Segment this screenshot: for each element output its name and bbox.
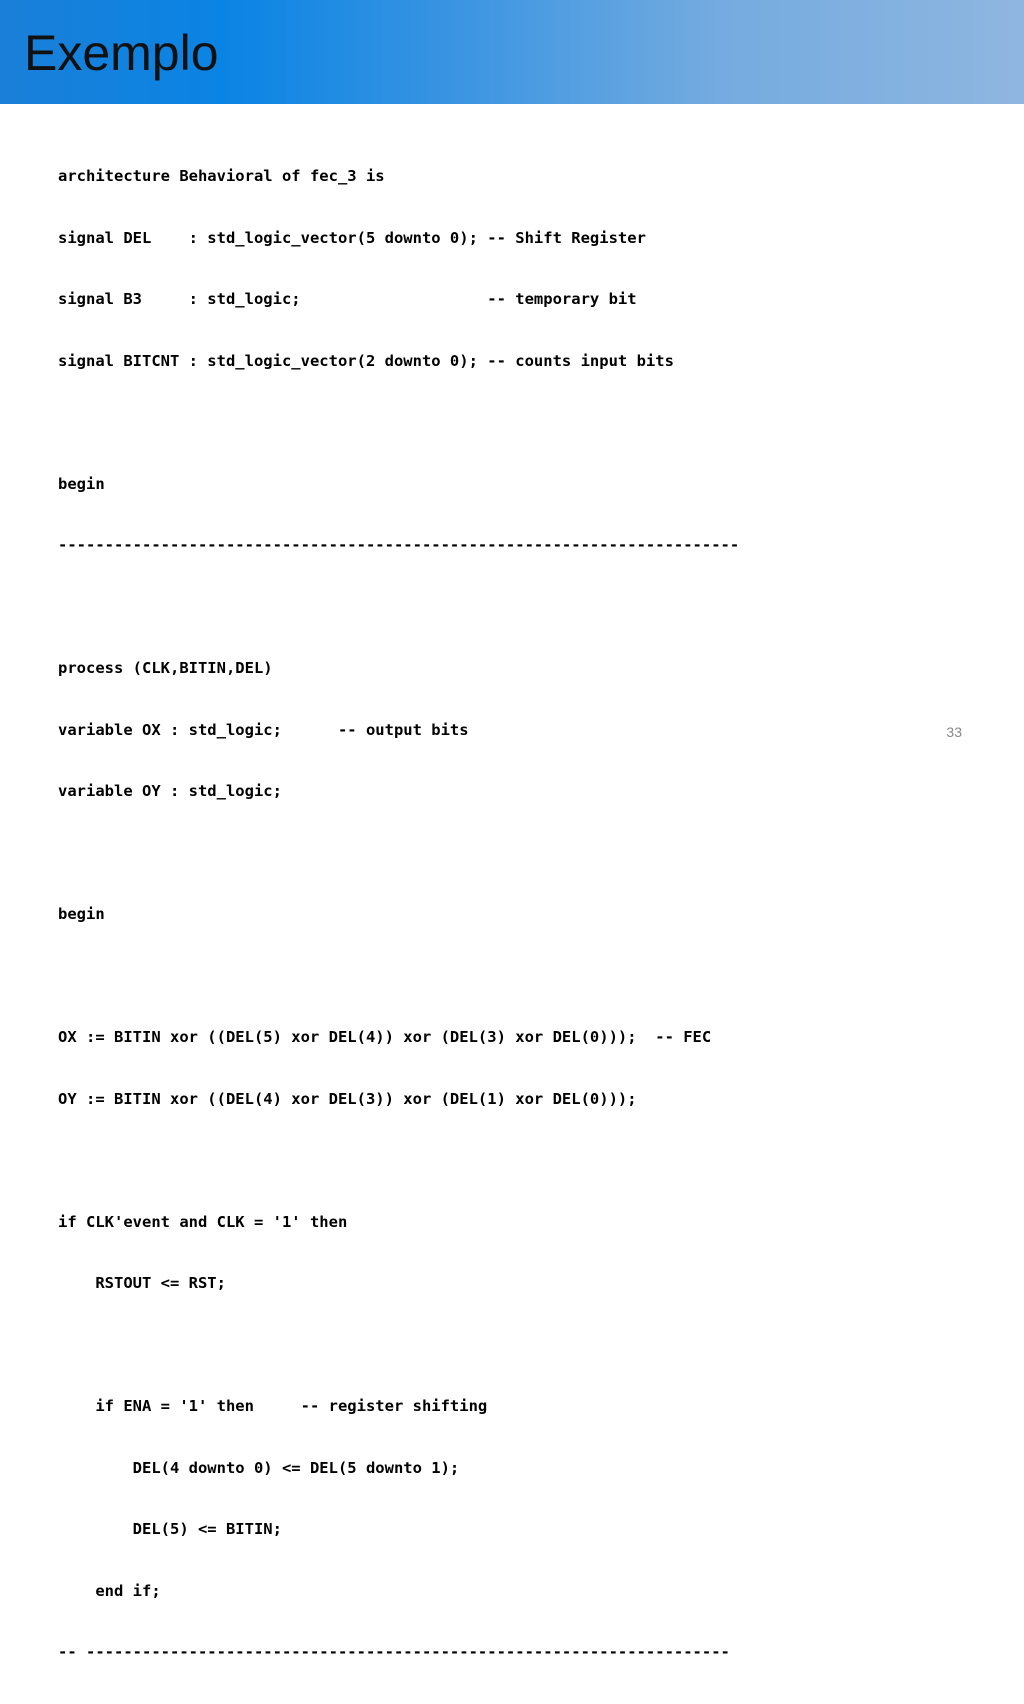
code-line: if CLK'event and CLK = '1' then (58, 1212, 348, 1231)
code-line: ------------------------------------------------------------------------- (58, 536, 740, 554)
code-line (58, 966, 739, 987)
code-line: signal DEL : std_logic_vector(5 downto 0); -- Shift Register (58, 228, 646, 247)
code-line: OY := BITIN xor ((DEL(4) xor DEL(3)) xor (DEL(1) xor DEL(0))); (58, 1089, 637, 1108)
code-line (58, 1150, 739, 1171)
code-block (58, 125, 739, 1704)
code-line: begin (58, 905, 105, 923)
code-line: OX := BITIN xor ((DEL(5) xor DEL(4)) xor (DEL(3) xor DEL(0))); -- FEC (58, 1028, 712, 1046)
code-line: begin (58, 474, 105, 493)
code-line: end if; (58, 1581, 161, 1600)
page-number: 33 (946, 724, 962, 740)
code-line: RSTOUT <= RST; (58, 1274, 226, 1292)
code-line: signal BITCNT : std_logic_vector(2 downto 0); -- counts input bits (58, 351, 674, 370)
code-line: signal B3 : std_logic; -- temporary bit (58, 290, 637, 308)
code-line: process (CLK,BITIN,DEL) (58, 659, 273, 677)
code-line (58, 1335, 739, 1356)
code-line: variable OX : std_logic; -- output bits (58, 720, 469, 739)
code-line (58, 412, 739, 433)
code-line (58, 597, 739, 618)
slide-title: Exemplo (24, 25, 219, 81)
code-line: DEL(5) <= BITIN; (58, 1520, 282, 1538)
code-line: variable OY : std_logic; (58, 782, 282, 800)
code-line: if ENA = '1' then -- register shifting (58, 1397, 488, 1415)
code-line: -- --------------------------------------------------------------------- (58, 1643, 730, 1661)
code-line: DEL(4 downto 0) <= DEL(5 downto 1); (58, 1458, 460, 1477)
code-line (58, 843, 739, 864)
code-line: architecture Behavioral of fec_3 is (58, 167, 385, 185)
